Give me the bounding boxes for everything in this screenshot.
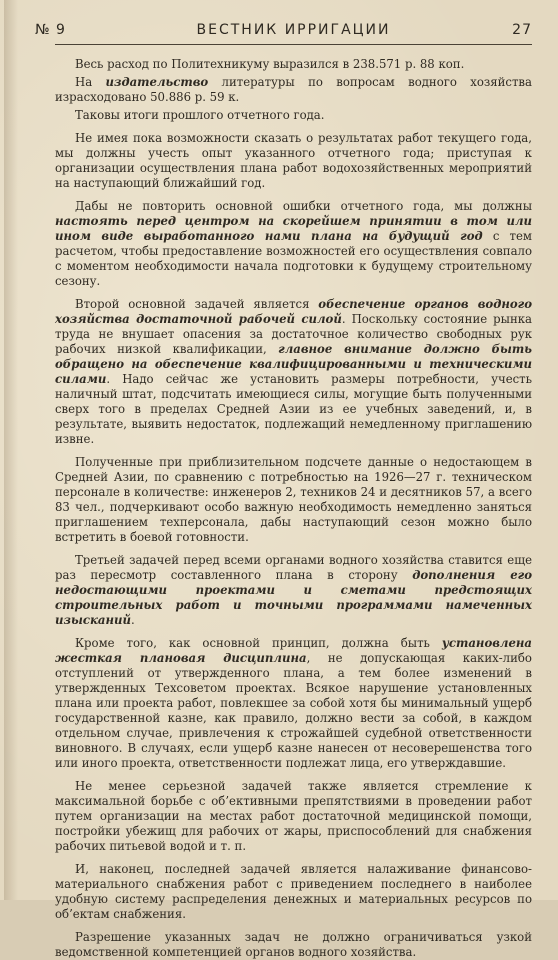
paragraph bbox=[55, 636, 532, 771]
emphasized-text: обеспечение органов водного хозяйства достаточной рабочей силой bbox=[55, 297, 533, 326]
page-number: 27 bbox=[512, 22, 532, 38]
paragraph bbox=[55, 108, 532, 123]
text-run: Третьей задачей перед всеми органами водного хозяйства ставится еще раз пересмотр составленного плана в сторону bbox=[55, 553, 532, 582]
running-header bbox=[35, 22, 532, 45]
paragraph bbox=[55, 862, 532, 922]
text-run: Весь расход по Политехникуму выразился в 238.571 р. 88 коп. bbox=[75, 57, 465, 71]
text-run: Дабы не повторить основной ошибки отчетного года, мы должны bbox=[75, 199, 532, 213]
text-run: Полученные при приблизительном подсчете данные о недостающем в Средней Азии, по сравнению с потребностью на 1926—27 г. техническом персонале в количестве: инженеров 2, техников 24 и десятников 57, а всего 83 чел., подчеркивают особо важную необходимость немедленно заняться приглашением техперсонала, дабы наступающий сезон можно было встретить в боевой готовности. bbox=[55, 455, 532, 544]
article-body bbox=[55, 57, 532, 960]
emphasized-text: дополнения его недостающими проектами и сметами предстоящих строительных работ и точными программами намеченных изысканий bbox=[55, 568, 532, 627]
journal-title: ВЕСТНИК ИРРИГАЦИИ bbox=[196, 22, 391, 38]
paragraph bbox=[55, 553, 532, 628]
text-run: Второй основной задачей является bbox=[75, 297, 319, 311]
emphasized-text: установлена жесткая плановая дисциплина bbox=[55, 636, 532, 665]
text-run: Не имея пока возможности сказать о результатах работ текущего года, мы должны учесть опыт указанного отчетного года; приступая к организации осуществления плана работ водохозяйственных мероприятий на наступающий ближайший год. bbox=[55, 131, 532, 190]
text-run: . Поскольку состояние рынка труда не внушает опасения за достаточное количество свободных рук рабочих низкой квалификации, bbox=[55, 312, 533, 356]
emphasized-text: настоять перед центром на скорейшем принятии в том или ином виде выработанного нами плана на будущий год bbox=[55, 214, 532, 243]
emphasized-text: главное внимание должно быть обращено на обеспечение квалифицированными и техническими силами bbox=[55, 342, 532, 386]
emphasized-text: издательство bbox=[105, 75, 209, 89]
text-run: . Надо сейчас же установить размеры потребности, учесть наличный штат, подсчитать имеющиеся силы, могущие быть полученными сверх того в пределах Средней Азии из ее учебных заведений, и, в результате, выявить недостаток, подлежащий немедленному приглашению извне. bbox=[55, 372, 532, 446]
paragraph bbox=[55, 455, 532, 545]
text-run: На bbox=[75, 75, 106, 89]
paragraph bbox=[55, 57, 532, 72]
issue-number: № 9 bbox=[35, 22, 66, 38]
text-run: , не допускающая каких-либо отступлений от утвержденного плана, а тем более изменений в утвержденных Техсоветом проектах. Всякое нарушение установленных плана или проекта работ, повлекшее за собой хотя бы минимальный ущерб государственной казне, как правило, должно вести за собой, в каждом отдельном случае, привлечения к строжайшей судебной ответственности виновного. В случаях, если ущерб казне нанесен от несоверешенства того или иного проекта, ответственности подлежат лица, его утверждавшие. bbox=[55, 651, 532, 770]
text-run: Не менее серьезной задачей также является стремление к максимальной борьбе с об’ективными препятствиями в проведении работ путем организации на местах работ достаточной медицинской помощи, постройки убежищ для рабочих от жары, приспособлений для снабжения рабочих питьевой водой и т. п. bbox=[55, 779, 532, 853]
text-run: И, наконец, последней задачей является налаживание финансово-материального снабжения работ с приведением последнего в наиболее удобную систему распределения денежных и материальных ресурсов по об’ектам снабжения. bbox=[55, 862, 532, 921]
text-run: литературы по вопросам водного хозяйства израсходовано 50.886 р. 59 к. bbox=[55, 75, 532, 104]
paragraph bbox=[55, 75, 532, 105]
page-fold-shadow bbox=[4, 0, 18, 900]
paragraph bbox=[55, 779, 532, 854]
text-run: Кроме того, как основной принцип, должна быть bbox=[75, 636, 442, 650]
text-run: Таковы итоги прошлого отчетного года. bbox=[75, 108, 325, 122]
text-run: с тем расчетом, чтобы предоставление возможностей его осуществления совпало с моментом необходимости начала подготовки к будущему строительному сезону. bbox=[55, 229, 532, 288]
paragraph bbox=[55, 297, 532, 447]
paragraph bbox=[55, 930, 532, 960]
text-run: . bbox=[130, 613, 135, 627]
text-run: Разрешение указанных задач не должно ограничиваться узкой ведомственной компетенцией органов водного хозяйства. bbox=[55, 930, 532, 959]
paragraph bbox=[55, 131, 532, 191]
paragraph bbox=[55, 199, 532, 289]
